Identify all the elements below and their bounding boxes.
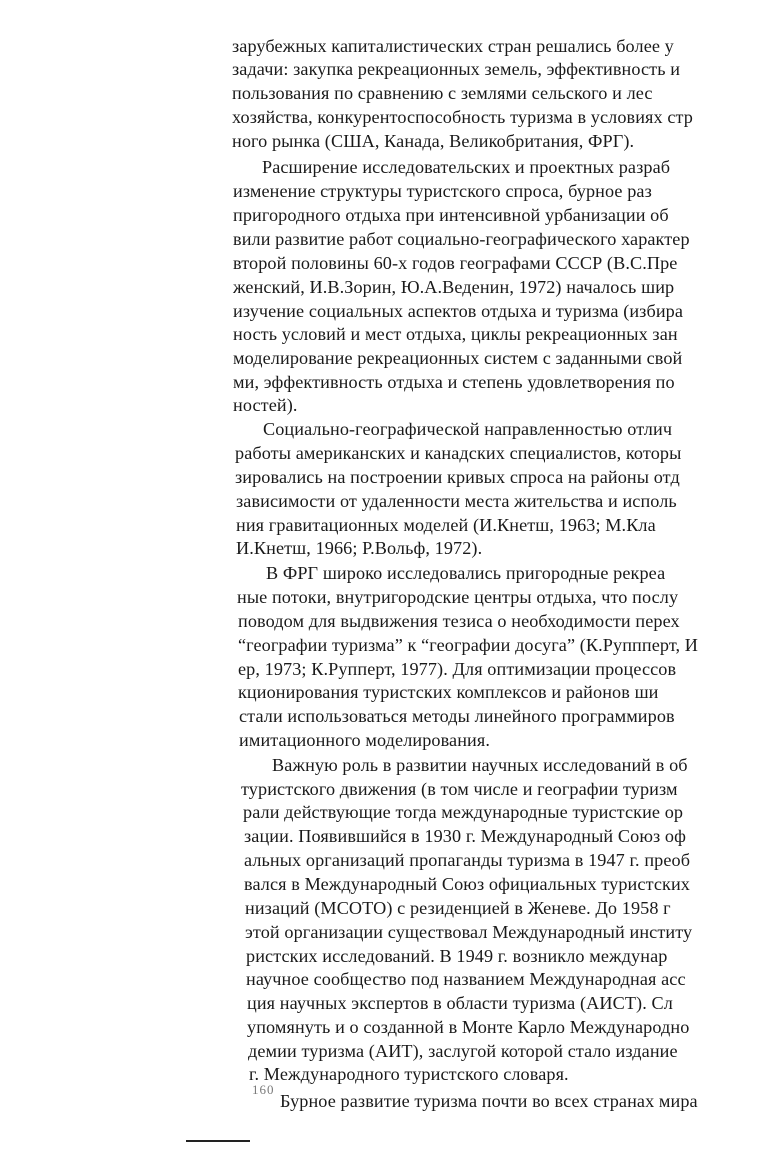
text-line: ностей). bbox=[233, 395, 298, 415]
text-line: зарубежных капиталистических стран решались более у bbox=[232, 36, 674, 56]
text-line: изменение структуры туристского спроса, бурное раз bbox=[233, 181, 652, 201]
text-line: ристских исследований. В 1949 г. возникло междунар bbox=[246, 946, 668, 966]
text-line: работы американских и канадских специалистов, которы bbox=[235, 443, 682, 463]
text-line: зависимости от удаленности места жительства и исполь bbox=[236, 491, 677, 511]
text-line: рали действующие тогда международные туристские ор bbox=[243, 802, 684, 822]
text-line: И.Кнетш, 1966; Р.Вольф, 1972). bbox=[236, 538, 483, 558]
text-line: Социально-географической направленностью отлич bbox=[263, 419, 673, 439]
text-line: вался в Международный Союз официальных туристских bbox=[244, 874, 690, 894]
text-line: женский, И.В.Зорин, Ю.А.Веденин, 1972) началось шир bbox=[233, 277, 675, 297]
text-line: вили развитие работ социально-географического характер bbox=[233, 229, 690, 249]
text-line: туристского движения (в том числе и географии туризм bbox=[241, 779, 678, 799]
text-line: кционирования туристских комплексов и районов ши bbox=[238, 682, 659, 702]
text-line: хозяйства, конкурентоспособность туризма в условиях стр bbox=[232, 107, 693, 127]
text-line: задачи: закупка рекреационных земель, эффективность и bbox=[232, 59, 681, 79]
text-line: зировались на построении кривых спроса на районы отд bbox=[235, 467, 680, 487]
text-line: Важную роль в развитии научных исследований в об bbox=[272, 755, 688, 775]
text-line: научное сообщество под названием Международная асс bbox=[246, 969, 686, 989]
text-line: моделирование рекреационных систем с заданными свой bbox=[233, 348, 683, 368]
text-line: ми, эффективность отдыха и степень удовлетворения по bbox=[233, 372, 675, 392]
text-line: поводом для выдвижения тезиса о необходимости перех bbox=[238, 611, 680, 631]
text-line: демии туризма (АИТ), заслугой которой стало издание bbox=[248, 1041, 678, 1061]
text-line: ер, 1973; К.Рупперт, 1977). Для оптимизации процессов bbox=[238, 659, 677, 679]
text-line: второй половины 60-х годов географами СССР (В.С.Пре bbox=[233, 253, 678, 273]
text-line: ные потоки, внутригородские центры отдыха, что послу bbox=[237, 587, 679, 607]
text-line: ного рынка (США, Канада, Великобритания, ФРГ). bbox=[232, 131, 635, 151]
text-line: ность условий и мест отдыха, циклы рекреационных зан bbox=[233, 324, 678, 344]
text-line: г. Международного туристского словаря. bbox=[249, 1064, 569, 1084]
text-line: Бурное развитие туризма почти во всех странах мира bbox=[280, 1091, 698, 1111]
text-line: этой организации существовал Международный институ bbox=[245, 922, 693, 942]
text-line: пользования по сравнению с землями сельского и лес bbox=[232, 83, 653, 103]
text-line: низаций (МСОТО) с резиденцией в Женеве. До 1958 г bbox=[245, 898, 671, 918]
text-line: имитационного моделирования. bbox=[239, 730, 490, 750]
text-line: стали использоваться методы линейного программиров bbox=[239, 706, 675, 726]
text-line: ния гравитационных моделей (И.Кнетш, 1963; М.Кла bbox=[236, 515, 656, 535]
text-line: В ФРГ широко исследовались пригородные рекреа bbox=[266, 563, 666, 583]
text-line: пригородного отдыха при интенсивной урбанизации об bbox=[233, 205, 669, 225]
text-line: Расширение исследовательских и проектных разраб bbox=[262, 157, 671, 177]
text-line: изучение социальных аспектов отдыха и туризма (избира bbox=[233, 301, 684, 321]
text-line: альных организаций пропаганды туризма в 1947 г. преоб bbox=[244, 850, 691, 870]
text-line: “географии туризма” к “географии досуга” (К.Руппперт, И bbox=[238, 635, 699, 655]
text-line: упомянуть и о созданной в Монте Карло Международно bbox=[247, 1017, 690, 1037]
page-number: 160 bbox=[252, 1082, 275, 1097]
footer-rule bbox=[186, 1140, 250, 1142]
text-line: ция научных экспертов в области туризма (АИСТ). Сл bbox=[247, 993, 673, 1013]
text-line: зации. Появившийся в 1930 г. Международный Союз оф bbox=[244, 826, 687, 846]
